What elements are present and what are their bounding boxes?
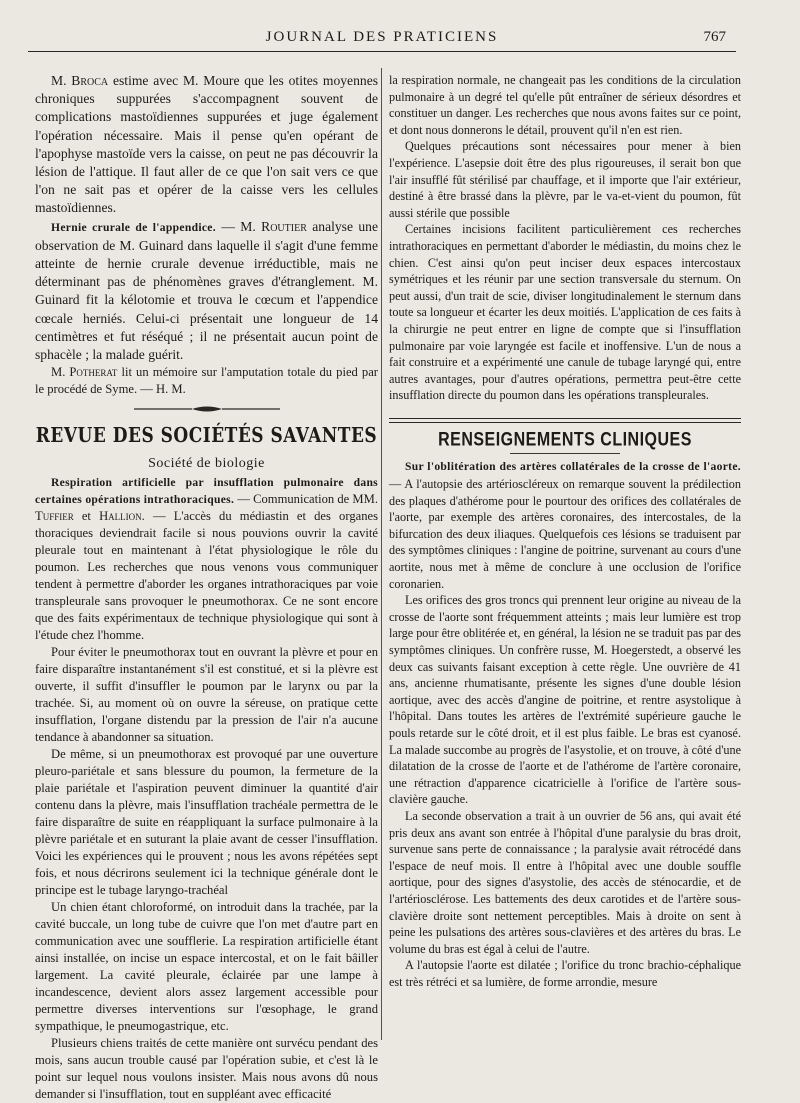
paragraph-orifices: Les orifices des gros troncs qui prennent leur origine au niveau de la crosse de l'aorte sont fréquemment atteints ; mais leur lumière est trop large pour être oblitérée et, en général, la lésion ne se traduit pas par des symptômes cliniques. Un confrère russe, M. Hoegerstedt, a observé les deux cas suivants faisant exception à cette règle. Une ouvrière de 41 ans, ancienne rhumatisante, présente les signes d'une double lésion aortique, avec des accès d'angine de poitrine, et rentre asystolique à l'hôpital. Dans toutes les artères de l'extrémité supérieure gauche le pouls retarde sur le côté droit, et il est plus faible. Le bras est cyanosé. La malade succombe au progrès de l'asystolie, et on trouve, à côté d'une dilatation de la crosse de l'aorte et de l'athérome de l'artère coronaire, une rétraction d'apparence cicatricielle à l'orifice de l'artère sous-clavière gauche.: [389, 593, 741, 807]
paragraph-de-meme: De même, si un pneumothorax est provoqué par une ouverture pleuro-pariétale et sans blessure du poumon, la fermeture de la plaie pariétale et l'aspiration peuvent diminuer la quantité d'air contenu dans la plèvre, mais l'insufflation trachéale permettra de le faire disparaître de suite en réappliquant la surface pulmonaire à la plèvre pariétale et en suturant la plaie avant de cesser l'insufflation. Voici les expériences qui le prouvent ; nous les avons répétées sept fois, et nous décrirons seulement ici la technique générale dont le principe est le tubage laryngo-trachéal: [35, 747, 378, 898]
run-in-obliteration: Sur l'oblitération des artères collatérales de la crosse de l'aorte.: [405, 460, 741, 474]
paragraph-incisions: Certaines incisions facilitent particulièrement ces recherches intrathoraciques en permettant d'aborder le médiastin, du moins chez le chien. C'est ainsi qu'on peut inciser deux espaces intercostaux symétriques et les réunir par une section transversale du sternum. On peut aussi, d'un trait de scie, diviser longitudinalement le sternum dans toute sa longueur et écarter les deux moitiés. L'application de ces faits à la chirurgie ne peut entrer en ligne de compte que si l'insufflation pulmonaire par voie laryngée est facile et inoffensive. L'un de nous a fait construire et a expérimenté une canule de tubage laryngé qui, entre autres avantages, pour d'autres opérations, permettra peut-être cette insufflation directe du poumon dans les opérations transpleurales.: [389, 222, 741, 403]
author-potherat: M. Potherat: [51, 365, 118, 380]
paragraph-continuation: la respiration normale, ne changeait pas les conditions de la circulation pulmonaire à un degré tel qu'elle pût entraîner de sérieux désordres et constituer un danger. Les recherches que nous avons faites sur ce point, et dont nous donnerons le détail, prouvent qu'il n'en est rien.: [389, 73, 741, 137]
page-number: 767: [703, 29, 726, 45]
paragraph-plusieurs-chiens: Plusieurs chiens traités de cette manière ont survécu pendant des mois, sans aucun trouble causé par l'opération subie, et c'est là le point sur lequel nous voulons insister. Mais nous avons dû nous demander si l'insufflation, tout en suppléant avec efficacité: [35, 1036, 378, 1102]
ornament-separator: [132, 404, 282, 414]
author-broca: M. Broca: [51, 73, 109, 88]
paragraph-obliteration: Sur l'oblitération des artères collatérales de la crosse de l'aorte. — A l'autopsie des artérioscléreux on remarque souvent la prédilection des plaques d'athérome pour le pourtour des orifices des collatérales de l'aorte, par exemple des artères coronaires, des intercostales, de la bifurcation des deux iliaques. Quelquefois ces lésions se traduisent par des symptômes cliniques : l'angine de poitrine, survenant au cours d'une aortite, nous met à même de conclure à une occlusion de l'orifice coronarien.: [389, 460, 741, 591]
section-rule: [389, 418, 741, 423]
running-title: JOURNAL DES PRATICIENS: [265, 29, 499, 45]
run-in-respiration: Respiration artificielle par insufflation pulmonaire dans certaines opérations intrathoraciques.: [35, 476, 378, 507]
paragraph-potherat: M. Potherat lit un mémoire sur l'amputation totale du pied par le procédé de Syme. — H. M.: [35, 365, 378, 397]
right-column: [389, 72, 741, 990]
title-underline: [510, 453, 620, 454]
subtitle-societe-biologie: Société de biologie: [148, 456, 265, 472]
paragraph-broca: M. Broca estime avec M. Moure que les otites moyennes chroniques suppurées s'accompagnent souvent de complications mastoïdiennes suppurées et juge également l'opération nécessaire. Mais il pense qu'en opérant de l'apophyse mastoïde vers la caisse, on peut ne pas découvrir la lésion de l'attique. Il faut aller de ce que l'on sait vers ce que l'on ne sait pas et opérer de la caisse vers les cellules mastoïdiennes.: [35, 73, 379, 216]
paragraph-respiration: Respiration artificielle par insufflation pulmonaire dans certaines opérations intrathoraciques. — Communication de MM. Tuffier et Hallion. — L'accès du médiastin et des organes thoraciques deviendrait facile si nous pouvions ouvrir la cavité pleurale tout en maintenant à l'état physiologique le rôle du poumon. Les recherches que nous venons vous communiquer tendent à permettre d'aborder les organes intrathoraciques par voie transpleurale sans provoquer le pneumothorax. Ce ne sont encore que des faits expérimentaux de technique physiologique qui sont à l'étude chez l'homme.: [35, 476, 378, 643]
section-title-revue: REVUE DES SOCIÉTÉS SAVANTES: [35, 424, 378, 449]
paragraph-hernie: Hernie crurale de l'appendice. — M. Routier analyse une observation de M. Guinard dans laquelle il s'agit d'une femme atteinte de hernie crurale devenue irréductible, mais ne déterminant pas de phénomènes graves d'étranglement. M. Guinard fit la kélotomie et trouva le cœcum et l'appendice cœcale herniés. Celui-ci présentait une longueur de 14 centimètres et fut réséqué ; il ne présentait aucun point de sphacèle ; la malade guérit.: [35, 218, 378, 363]
left-column: [35, 72, 378, 1103]
run-in-hernie: Hernie crurale de l'appendice.: [51, 220, 216, 234]
paragraph-autopsie: A l'autopsie l'aorte est dilatée ; l'orifice du tronc brachio-céphalique est très rétréci et sa lumière, de forme arrondie, mesure: [389, 958, 741, 989]
page-header: [28, 27, 736, 52]
paragraph-pneumothorax: Pour éviter le pneumothorax tout en ouvrant la plèvre et pour en faire disparaître instantanément s'il est constitué, et si la plèvre est ouverte, il suffit d'insuffler le poumon par le larynx ou par la trachée. Si, au moment où on ouvre la séreuse, on pratique cette insufflation, l'organe distendu par la pression de l'air n'a aucune tendance à abandonner sa situation.: [35, 645, 378, 745]
paragraph-seconde-observation: La seconde observation a trait à un ouvrier de 56 ans, qui avait été pris deux ans avant son entrée à l'hôpital d'une paralysie du bras droit, survenue sans perte de connaissance ; la paralysie avait rétrocédé dans l'espace de neuf mois. Il entre à l'hôpital avec une double souffle aortique, pour des signes d'asystolie, des accès de sténocardie, et de l'artériosclérose. Les battements des deux carotides et de l'artère sous-clavière droite sont nettement perceptibles. Mais à droite on sent à peine les pulsations des artères sous-clavières et des artères du bras. Le volume du bras est égal à celui de l'autre.: [389, 808, 741, 956]
author-routier: Routier: [261, 218, 307, 234]
author-tuffier: Tuffier: [35, 509, 74, 524]
column-divider: [381, 68, 382, 1040]
author-hallion: Hallion: [99, 509, 142, 524]
section-title-renseignements: RENSEIGNEMENTS CLINIQUES: [438, 430, 692, 451]
paragraph-precautions: Quelques précautions sont nécessaires pour mener à bien l'expérience. L'asepsie doit être des plus rigoureuses, il serait bon que l'air insufflé fût stérilisé par chauffage, et il importe que l'air extérieur, destiné à être brassé dans la plèvre, par le va-et-vient du poumon, fût aussi stérile que possible: [389, 139, 741, 220]
paragraph-chien: Un chien étant chloroformé, on introduit dans la trachée, par la cavité buccale, un long tube de cuivre que l'on met d'autre part en communication avec une soufflerie. La respiration artificielle étant ainsi installée, on incise un espace intercostal, et on le fait bâiller largement. La cavité pleurale, éclairée par une lampe à incandescence, devient alors assez largement accessible pour permettre diverses interventions sur l'œsophage, le grand sympathique, le pneumogastrique, etc.: [35, 900, 378, 1034]
